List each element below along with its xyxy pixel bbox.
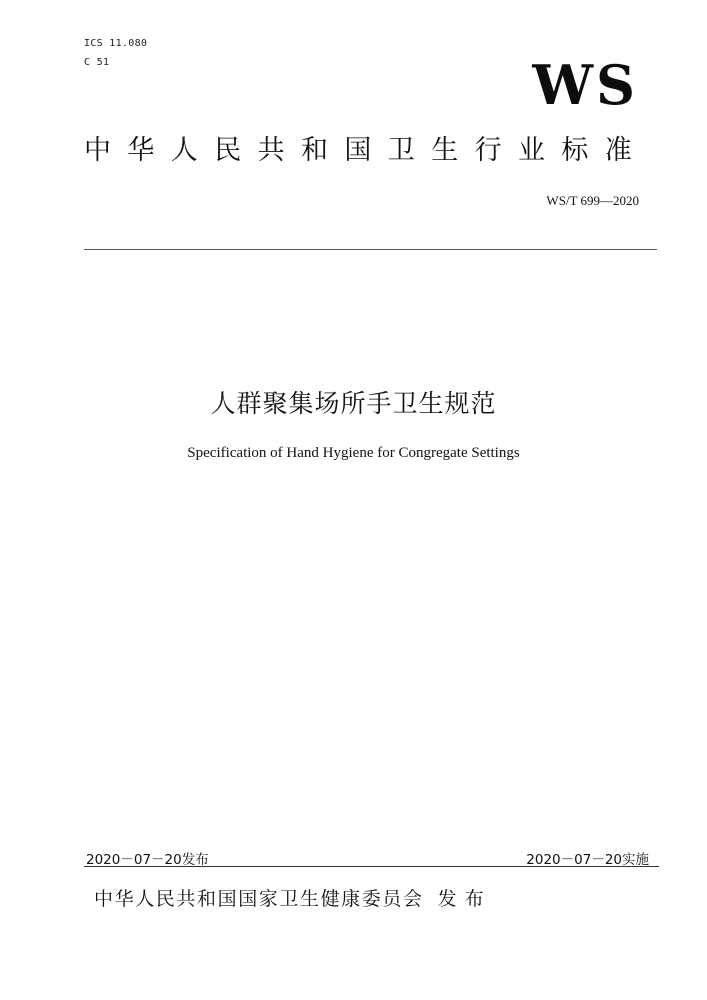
header-divider: [84, 249, 657, 250]
ws-logo: WS: [532, 53, 638, 117]
publisher-line: [94, 884, 492, 911]
footer-divider: [84, 866, 659, 867]
publish-date: 2020－07－20发布: [86, 852, 209, 868]
implement-date: 2020－07－20实施: [526, 852, 649, 868]
standard-category: 中华人民共和国卫生行业标准: [84, 135, 649, 166]
document-title-english: Specification of Hand Hygiene for Congregate Settings: [187, 445, 520, 461]
ccs-code: C 51: [84, 57, 110, 68]
publisher-action: 发布: [437, 888, 492, 910]
standard-number: WS/T 699—2020: [546, 193, 639, 208]
publisher-name: 中华人民共和国国家卫生健康委员会: [94, 888, 424, 910]
document-title-chinese: 人群聚集场所手卫生规范: [210, 389, 497, 418]
ics-code: ICS 11.080: [84, 38, 148, 49]
